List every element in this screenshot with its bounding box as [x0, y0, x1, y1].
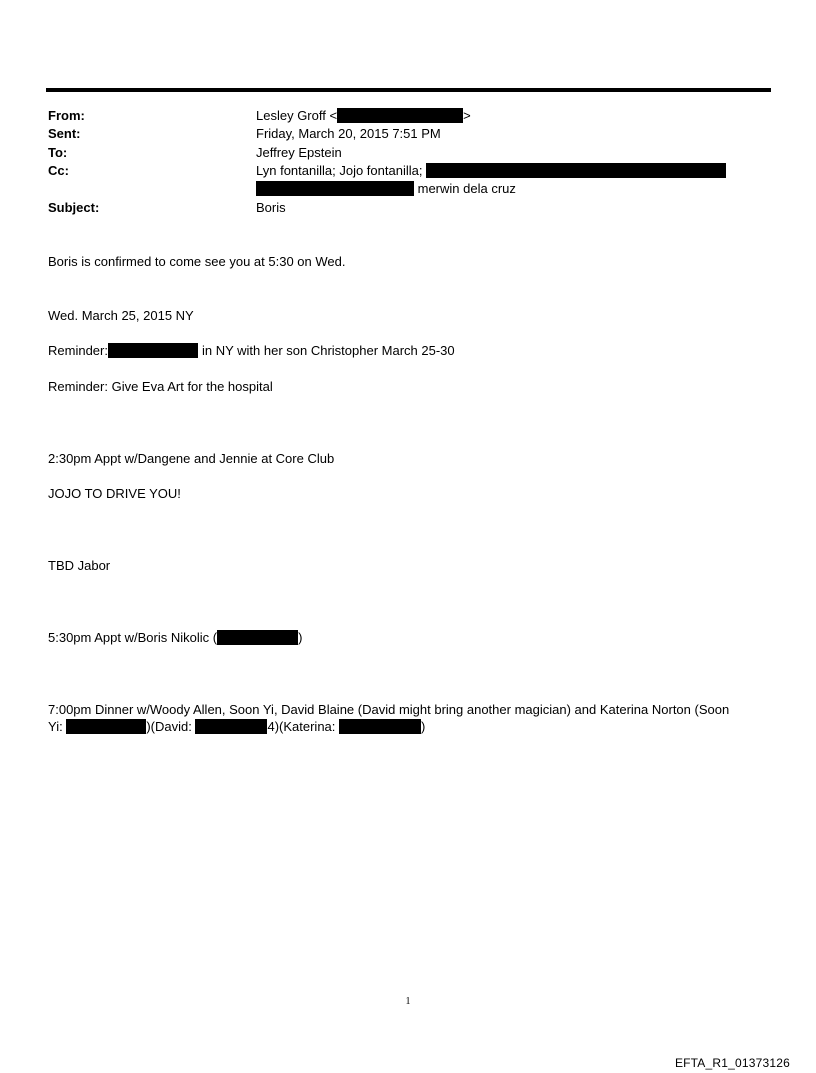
from-name: Lesley Groff < — [256, 108, 338, 123]
sent-value: Friday, March 20, 2015 7:51 PM — [256, 126, 441, 141]
subject-label: Subject: — [48, 200, 100, 215]
header-divider — [46, 88, 771, 92]
cc-value-line2 — [256, 181, 516, 197]
dinner-katerina: 4)(Katerina: — [267, 719, 336, 734]
appt2-prefix: 5:30pm Appt w/Boris Nikolic ( — [48, 630, 218, 645]
from-value — [256, 108, 471, 124]
redaction-box — [66, 719, 146, 734]
from-value-end: > — [463, 108, 471, 123]
body-jojo: JOJO TO DRIVE YOU! — [48, 486, 181, 501]
from-label: From: — [48, 108, 85, 123]
dinner-yi: Yi: — [48, 719, 63, 734]
body-appt-2 — [48, 629, 302, 646]
reminder-suffix: in NY with her son Christopher March 25-30 — [201, 343, 455, 358]
reminder-prefix: Reminder: — [48, 343, 108, 358]
cc-value — [256, 163, 726, 179]
redaction-box — [217, 630, 298, 645]
body-tbd: TBD Jabor — [48, 558, 111, 573]
sent-label: Sent: — [48, 126, 81, 141]
subject-value: Boris — [256, 200, 286, 215]
body-dinner-line-2 — [48, 718, 425, 735]
redaction-box — [426, 163, 726, 178]
document-id: EFTA_R1_01373126 — [674, 1056, 790, 1070]
dinner-david: )(David: — [146, 719, 192, 734]
redaction-box — [337, 108, 463, 123]
page-number: 1 — [405, 996, 411, 1007]
body-dinner-line-1: 7:00pm Dinner w/Woody Allen, Soon Yi, David Blaine (David might bring another magician) and Katerina Norton (Soon — [48, 702, 730, 717]
cc-names-line2: merwin dela cruz — [417, 181, 516, 196]
cc-label: Cc: — [48, 163, 69, 178]
appt2-suffix: ) — [298, 630, 303, 645]
body-date-line: Wed. March 25, 2015 NY — [48, 308, 194, 323]
to-value: Jeffrey Epstein — [256, 145, 342, 160]
to-label: To: — [48, 145, 68, 160]
body-reminder-1 — [48, 342, 455, 359]
dinner-end: ) — [421, 719, 426, 734]
cc-names: Lyn fontanilla; Jojo fontanilla; — [256, 163, 423, 178]
body-appt-1: 2:30pm Appt w/Dangene and Jennie at Core Club — [48, 451, 335, 466]
redaction-box — [195, 719, 267, 734]
body-reminder-2: Reminder: Give Eva Art for the hospital — [48, 379, 273, 394]
redaction-box — [108, 343, 198, 358]
redaction-box — [339, 719, 421, 734]
body-confirm: Boris is confirmed to come see you at 5:30 on Wed. — [48, 254, 346, 269]
redaction-box — [256, 181, 414, 196]
